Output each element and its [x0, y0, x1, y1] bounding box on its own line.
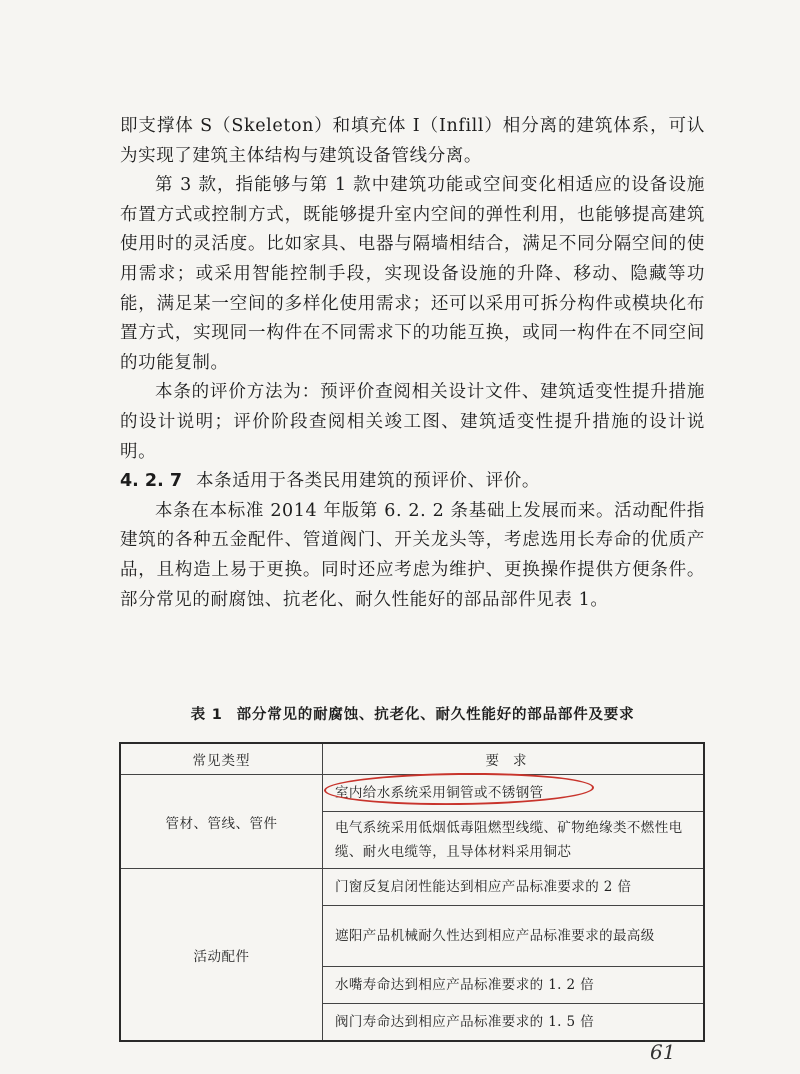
requirement-cell: 电气系统采用低烟低毒阻燃型线缆、矿物绝缘类不燃性电缆、耐火电缆等，且导体材料采用铜芯 — [323, 812, 705, 869]
clause-text: 本条适用于各类民用建筑的预评价、评价。 — [196, 471, 540, 492]
paragraph-4: 本条在本标准 2014 年版第 6. 2. 2 条基础上发展而来。活动配件指建筑的各种五金配件、管道阀门、开关龙头等，考虑选用长寿命的优质产品，且构造上易于更换。同时还应考虑为维护、更换操作提供方便条件。部分常见的耐腐蚀、抗老化、耐久性能好的部品部件见表 1。 — [120, 500, 705, 610]
clause-number: 4. 2. 7 — [120, 471, 183, 492]
table-caption — [120, 703, 705, 724]
requirement-cell: 门窗反复启闭性能达到相应产品标准要求的 2 倍 — [323, 869, 705, 906]
requirement-cell: 水嘴寿命达到相应产品标准要求的 1. 2 倍 — [323, 967, 705, 1004]
paragraph-3: 本条的评价方法为：预评价查阅相关设计文件、建筑适变性提升措施的设计说明；评价阶段查阅相关竣工图、建筑适变性提升措施的设计说明。 — [120, 382, 705, 462]
page-number: 61 — [650, 1040, 676, 1064]
requirement-cell: 遮阳产品机械耐久性达到相应产品标准要求的最高级 — [323, 906, 705, 967]
table-container — [119, 742, 705, 1042]
body-text — [120, 112, 705, 615]
paragraph-2: 第 3 款，指能够与第 1 款中建筑功能或空间变化相适应的设备设施布置方式或控制方式，既能够提升室内空间的弹性利用，也能够提高建筑使用时的灵活度。比如家具、电器与隔墙相结合，满足不同分隔空间的使用需求；或采用智能控制手段，实现设备设施的升降、移动、隐藏等功能，满足某一空间的多样化使用需求；还可以采用可拆分构件或模块化布置方式，实现同一构件在不同需求下的功能互换，或同一构件在不同空间的功能复制。 — [120, 175, 705, 373]
paragraph-1: 即支撑体 S（Skeleton）和填充体 I（Infill）相分离的建筑体系，可认为实现了建筑主体结构与建筑设备管线分离。 — [120, 116, 705, 166]
clause-heading — [120, 467, 705, 497]
header-requirement: 要求 — [323, 743, 705, 775]
table-caption-number: 表 1 — [190, 707, 223, 723]
header-type: 常见类型 — [120, 743, 323, 775]
table-header-row — [120, 743, 704, 775]
requirement-cell: 阀门寿命达到相应产品标准要求的 1. 5 倍 — [323, 1004, 705, 1042]
table-row — [120, 869, 704, 906]
type-cell-fittings: 活动配件 — [120, 869, 323, 1042]
table-caption-title: 部分常见的耐腐蚀、抗老化、耐久性能好的部品部件及要求 — [236, 707, 635, 723]
type-cell-pipes: 管材、管线、管件 — [120, 775, 323, 869]
requirement-cell: 室内给水系统采用铜管或不锈钢管 — [323, 775, 705, 812]
